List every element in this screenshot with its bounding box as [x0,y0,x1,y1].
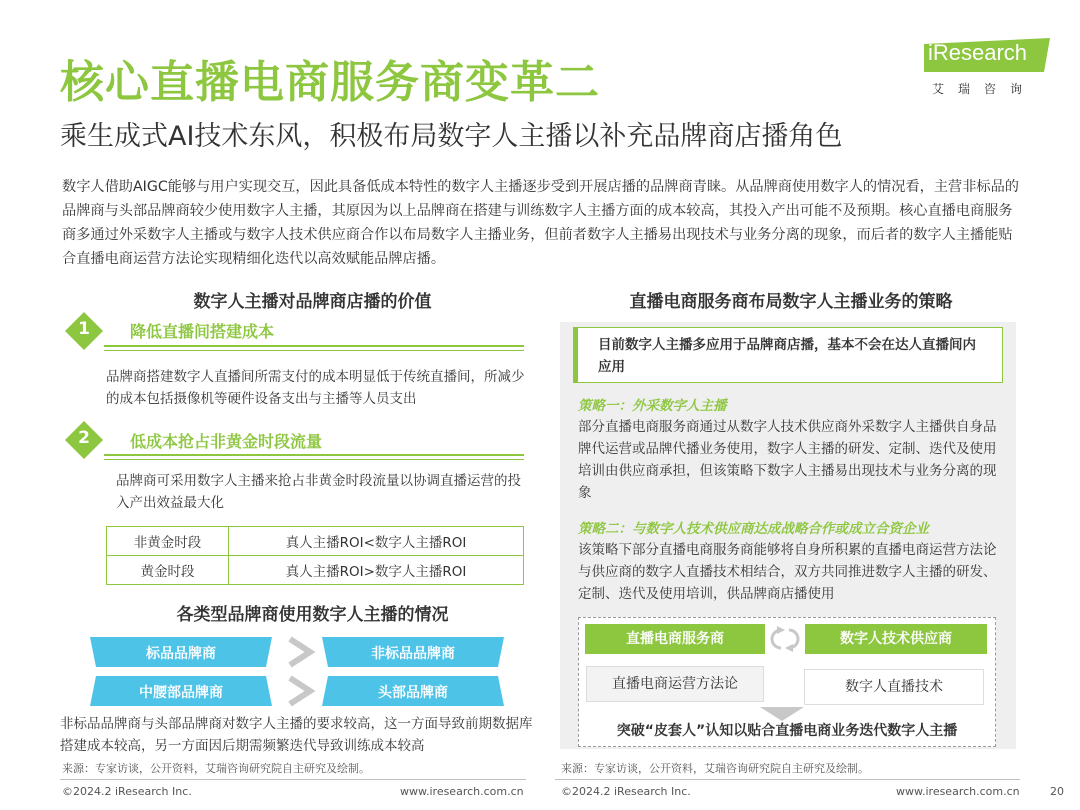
strategy-2-body: 该策略下部分直播电商服务商能够将自身所积累的直播电商运营方法论与供应商的数字人直播技术相结合，双方共同推进数字人主播的研发、定制、迭代及使用培训，供品牌商店播使用 [578,542,997,602]
page-subtitle: 乘生成式AI技术东风，积极布局数字人主播以补充品牌商店播角色 [60,121,843,152]
point-1-body: 品牌商搭建数字人直播间所需支付的成本明显低于传统直播间，所减少的成本包括摄像机等硬件设备支出与主播等人员支出 [106,369,525,407]
banner-mid-waist-brands [90,676,272,706]
point-2-body: 品牌商可采用数字人主播来抢占非黄金时段流量以协调直播运营的投入产出效益最大化 [116,473,521,511]
logo-subtext: 艾瑞咨询 [932,82,1037,96]
banner-nonstandard-brands [322,637,504,667]
flow-outcome-text: 突破“皮套人”认知以贴合直播电商业务迭代数字人主播 [616,723,958,739]
flow-methodology-box: 直播电商运营方法论 [587,667,763,701]
brand-types-heading: 各类型品牌商使用数字人主播的情况 [176,605,449,625]
banner-label: 非标品品牌商 [371,646,455,662]
flow-live-tech-box: 数字人直播技术 [805,670,983,704]
point-1-number: 1 [78,319,90,339]
left-source-note: 来源：专家访谈，公开资料，艾瑞咨询研究院自主研究及绘制。 [62,762,370,775]
footer-copyright-left: ©2024.2 iResearch Inc. [62,785,192,798]
chevron-right-icon [286,675,316,707]
point-1-number-badge [64,311,104,351]
iresearch-logo [924,38,1052,96]
logo-text: iResearch [928,40,1028,65]
table-cell-compare: 真人主播ROI>数字人主播ROI [229,556,524,585]
point-2-number: 2 [78,428,90,448]
down-arrow-icon [760,707,804,721]
left-section-heading: 数字人主播对品牌商店播的价值 [193,292,432,312]
table-row [107,556,524,585]
strategy-1-body: 部分直播电商服务商通过从数字人技术供应商外采数字人主播供自身品牌代运营或品牌代播业务使用，数字人主播的研发、定制、迭代及使用培训由供应商承担，但该策略下数字人主播易出现技术与业务分离的现象 [578,419,997,501]
chevron-right-icon [286,636,316,668]
point-1-title: 降低直播间搭建成本 [130,322,275,341]
flow-tech-supplier-label: 数字人技术供应商 [805,624,987,654]
footer-copyright-right: ©2024.2 iResearch Inc. [561,785,691,798]
right-section-heading: 直播电商服务商布局数字人主播业务的策略 [629,292,953,312]
page-title: 核心直播电商服务商变革二 [60,57,600,108]
right-source-note: 来源：专家访谈，公开资料，艾瑞咨询研究院自主研究及绘制。 [561,762,869,775]
table-cell-compare: 真人主播ROI<数字人主播ROI [229,527,524,556]
banner-label: 头部品牌商 [378,685,448,701]
point-2-divider [104,454,524,460]
strategy-summary-box: 目前数字人主播多应用于品牌商店播，基本不会在达人直播间内应用 [573,327,1003,383]
footer-url-right: www.iresearch.com.cn [896,785,1020,798]
footer-divider-right [555,779,1020,780]
page-number: 20 [1050,785,1064,798]
point-2-number-badge [64,420,104,460]
intro-paragraph: 数字人借助AIGC能够与用户实现交互，因此具备低成本特性的数字人主播逐步受到开展店播的品牌商青睐。从品牌商使用数字人的情况看，主营非标品的品牌商与头部品牌商较少使用数字人主播，其原因为以上品牌商在搭建与训练数字人主播方面的成本较高，其投入产出可能不及预期。核心直播电商服务商多通过外采数字人主播或与数字人技术供应商合作以布局数字人主播业务，但前者数字人主播易出现技术与业务分离的现象，而后者的数字人主播能贴合直播电商运营方法论实现精细化迭代以高效赋能品牌店播。 [62,179,1019,267]
cycle-arrows-icon [767,626,803,652]
roi-comparison-table [106,526,524,585]
summary-accent-bar [573,327,578,383]
banner-top-brands [322,676,504,706]
table-row [107,527,524,556]
banner-standard-brands [90,637,272,667]
banner-label: 中腰部品牌商 [139,685,223,701]
table-cell-period: 黄金时段 [107,556,229,585]
flow-service-provider-label: 直播电商服务商 [585,624,765,654]
point-1-divider [104,345,524,351]
strategy-2-title: 策略二：与数字人技术供应商达成战略合作或成立合资企业 [578,521,929,537]
brand-types-body: 非标品品牌商与头部品牌商对数字人主播的要求较高，这一方面导致前期数据库搭建成本较高，另一方面因后期需频繁迭代导致训练成本较高 [60,716,533,754]
footer-url-left: www.iresearch.com.cn [400,785,524,798]
point-2-title: 低成本抢占非黄金时段流量 [130,432,323,451]
table-cell-period: 非黄金时段 [107,527,229,556]
strategy-1-title: 策略一：外采数字人主播 [578,398,727,414]
banner-label: 标品品牌商 [146,646,216,662]
footer-divider-left [60,779,526,780]
